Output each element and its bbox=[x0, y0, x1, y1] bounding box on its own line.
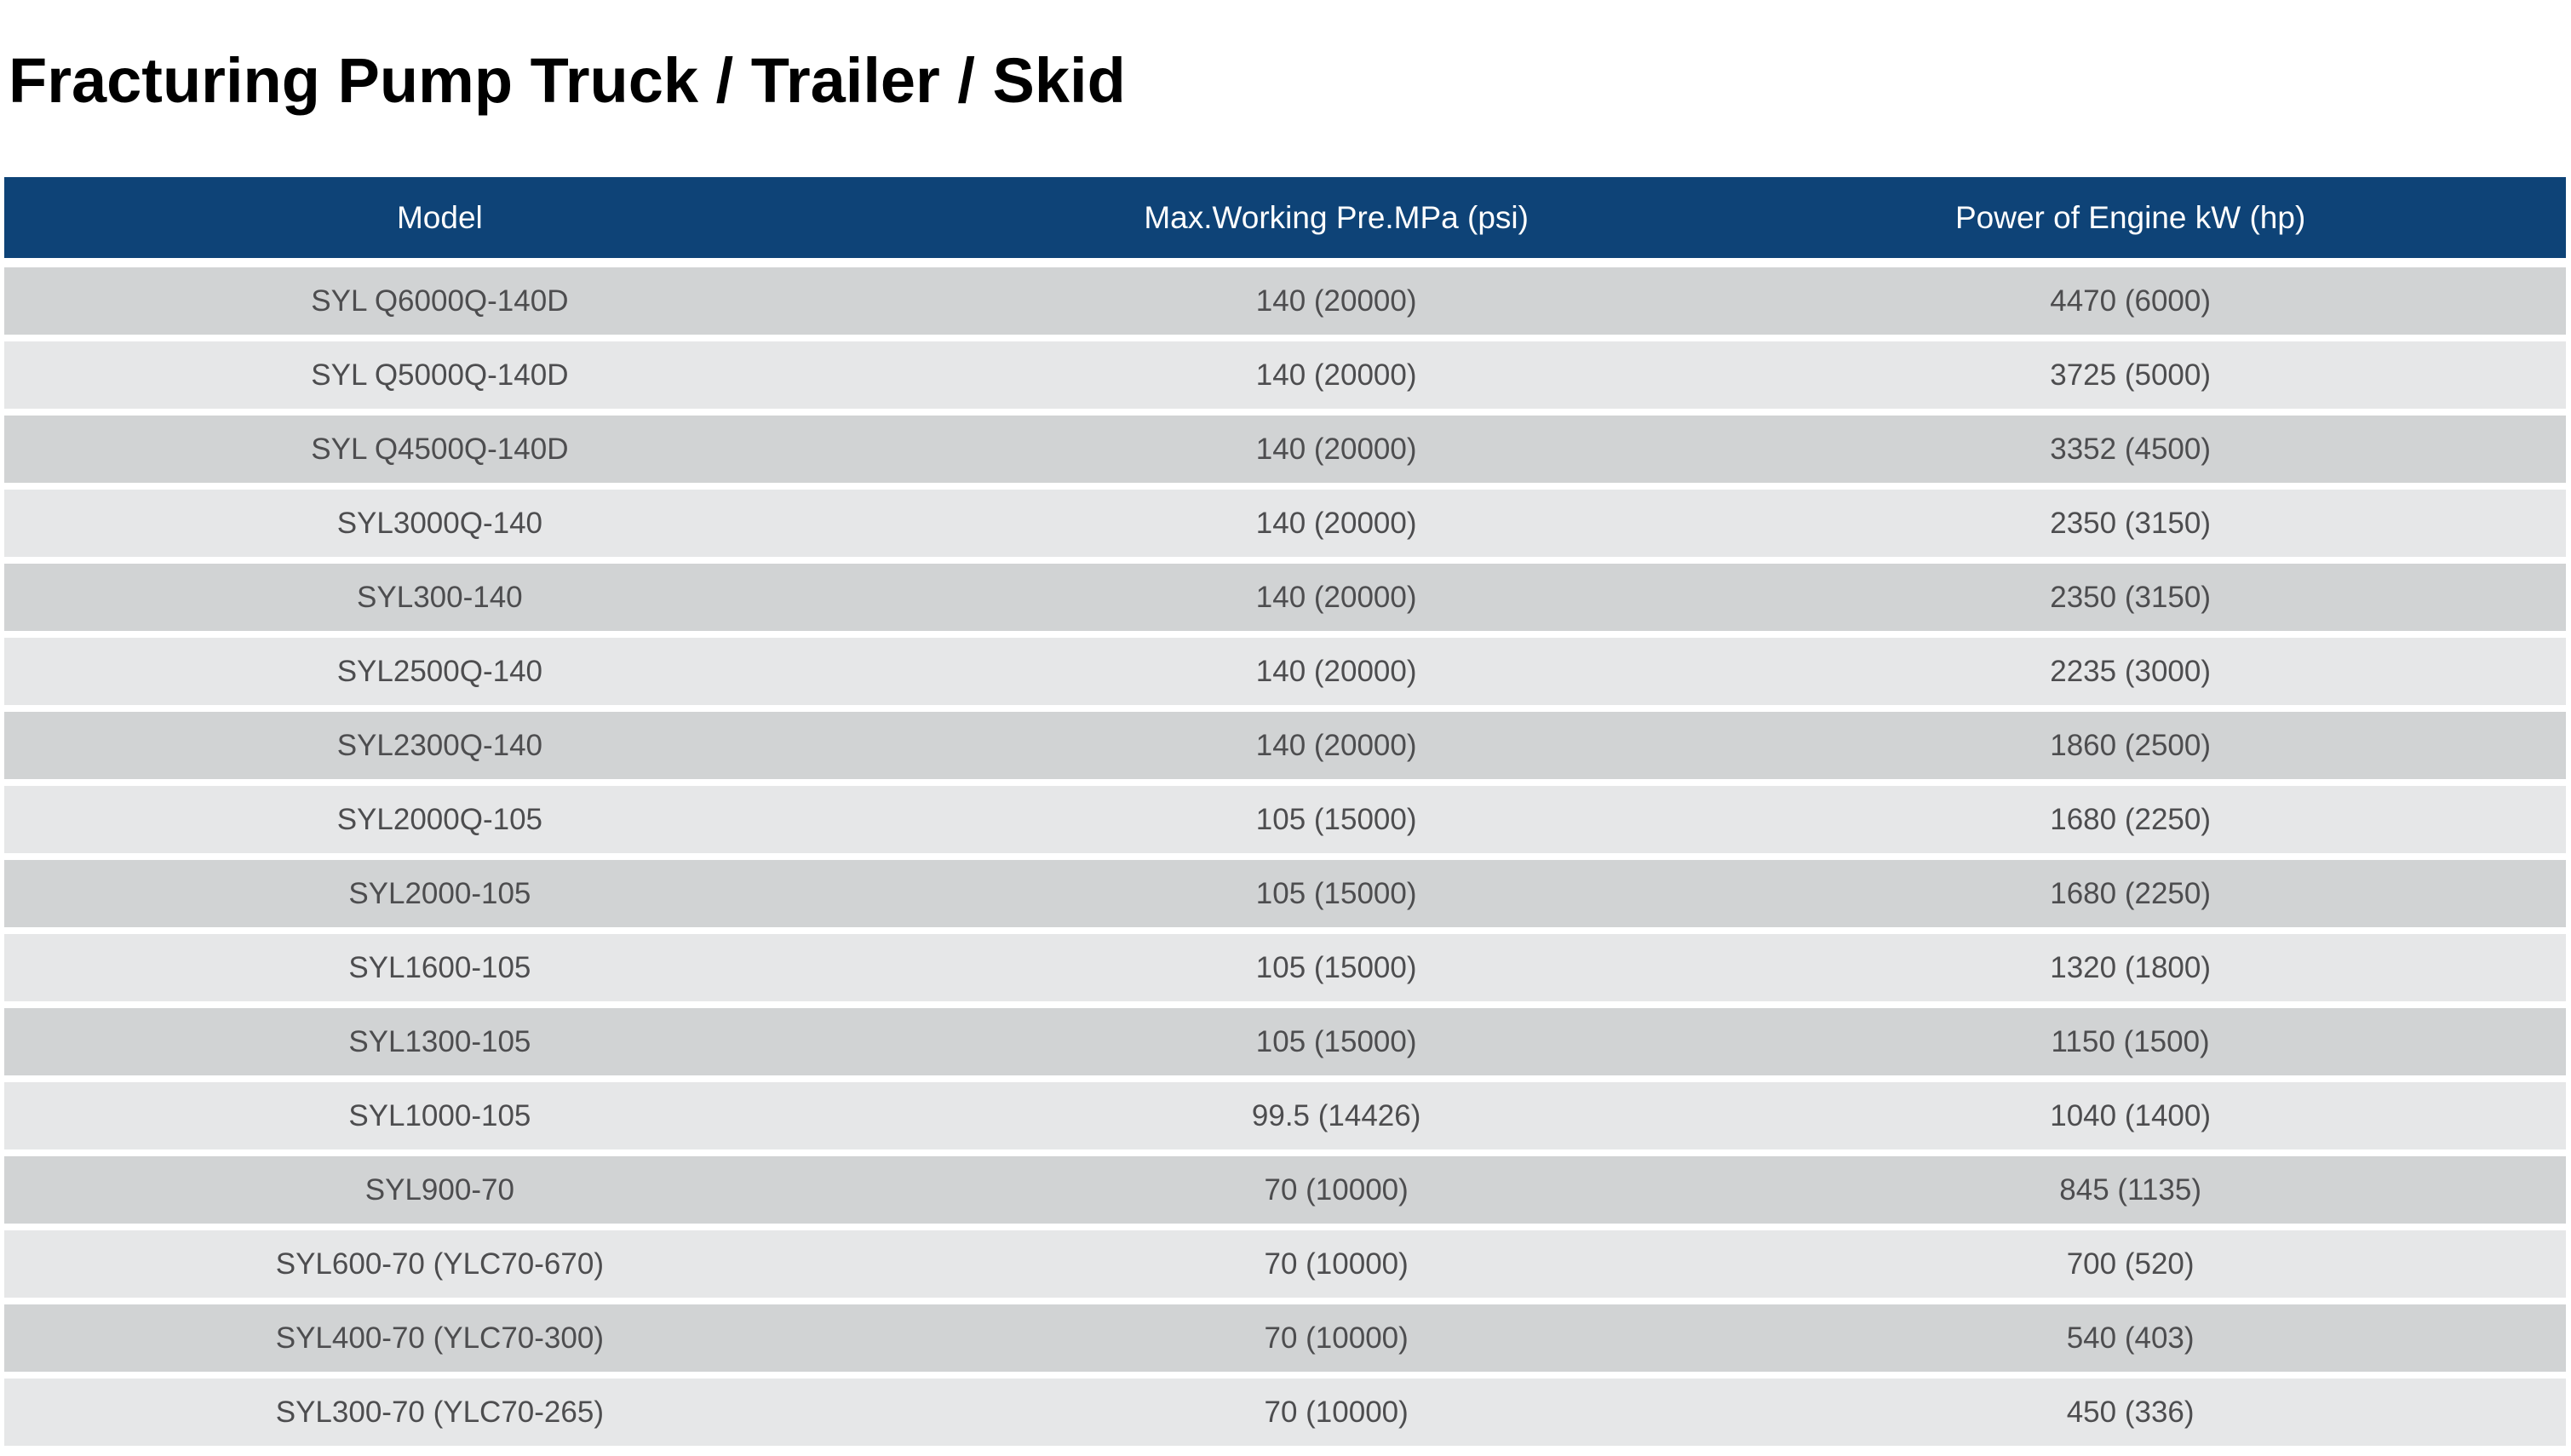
cell-model: SYL300-140 bbox=[357, 580, 523, 614]
cell-power: 540 (403) bbox=[2066, 1321, 2195, 1355]
cell-power: 4470 (6000) bbox=[2050, 284, 2212, 318]
cell-model: SYL3000Q-140 bbox=[336, 506, 542, 540]
table-row bbox=[4, 1304, 2566, 1372]
cell-model: SYL2300Q-140 bbox=[336, 728, 542, 762]
cell-model: SYL400-70 (YLC70-300) bbox=[275, 1321, 604, 1355]
cell-pressure: 105 (15000) bbox=[1255, 950, 1417, 984]
cell-model: SYL Q6000Q-140D bbox=[311, 284, 569, 318]
cell-pressure: 99.5 (14426) bbox=[1251, 1098, 1421, 1132]
cell-model: SYL2000-105 bbox=[348, 876, 531, 910]
page-title: Fracturing Pump Truck / Trailer / Skid bbox=[9, 44, 1126, 116]
table-row bbox=[4, 1156, 2566, 1224]
table-row bbox=[4, 860, 2566, 927]
cell-power: 2350 (3150) bbox=[2050, 580, 2212, 614]
cell-model: SYL900-70 bbox=[364, 1172, 514, 1207]
cell-pressure: 140 (20000) bbox=[1255, 654, 1417, 688]
table-row bbox=[4, 786, 2566, 853]
table-row bbox=[4, 564, 2566, 631]
cell-pressure: 105 (15000) bbox=[1255, 876, 1417, 910]
cell-power: 3352 (4500) bbox=[2050, 432, 2212, 466]
cell-model: SYL2500Q-140 bbox=[336, 654, 542, 688]
cell-power: 1860 (2500) bbox=[2050, 728, 2212, 762]
cell-model: SYL600-70 (YLC70-670) bbox=[275, 1247, 604, 1281]
cell-pressure: 70 (10000) bbox=[1264, 1321, 1409, 1355]
cell-power: 2235 (3000) bbox=[2050, 654, 2212, 688]
cell-model: SYL2000Q-105 bbox=[336, 802, 542, 836]
table-row bbox=[4, 1379, 2566, 1446]
cell-power: 1040 (1400) bbox=[2050, 1098, 2212, 1132]
table-row bbox=[4, 1008, 2566, 1075]
cell-pressure: 140 (20000) bbox=[1255, 284, 1417, 318]
table-row bbox=[4, 712, 2566, 779]
table-body bbox=[4, 267, 2566, 1446]
cell-model: SYL1000-105 bbox=[348, 1098, 531, 1132]
table-row bbox=[4, 341, 2566, 409]
cell-pressure: 105 (15000) bbox=[1255, 802, 1417, 836]
table-row bbox=[4, 267, 2566, 335]
table-row bbox=[4, 490, 2566, 557]
cell-model: SYL300-70 (YLC70-265) bbox=[275, 1395, 604, 1429]
cell-model: SYL1300-105 bbox=[348, 1024, 531, 1058]
cell-pressure: 70 (10000) bbox=[1264, 1172, 1409, 1207]
cell-power: 845 (1135) bbox=[2059, 1172, 2201, 1207]
cell-power: 1680 (2250) bbox=[2050, 876, 2212, 910]
table-header-row bbox=[4, 177, 2566, 258]
cell-pressure: 70 (10000) bbox=[1264, 1395, 1409, 1429]
cell-pressure: 140 (20000) bbox=[1255, 728, 1417, 762]
cell-pressure: 105 (15000) bbox=[1255, 1024, 1417, 1058]
cell-pressure: 140 (20000) bbox=[1255, 358, 1417, 392]
cell-model: SYL Q4500Q-140D bbox=[311, 432, 569, 466]
header-cell-model: Model bbox=[396, 199, 483, 235]
header-cell-pressure: Max.Working Pre.MPa (psi) bbox=[1144, 199, 1529, 235]
cell-power: 3725 (5000) bbox=[2050, 358, 2212, 392]
table-row bbox=[4, 416, 2566, 483]
cell-model: SYL1600-105 bbox=[348, 950, 531, 984]
header-cell-power: Power of Engine kW (hp) bbox=[1954, 199, 2306, 235]
cell-power: 1150 (1500) bbox=[2051, 1024, 2210, 1058]
cell-pressure: 140 (20000) bbox=[1255, 432, 1417, 466]
cell-model: SYL Q5000Q-140D bbox=[311, 358, 569, 392]
cell-power: 1680 (2250) bbox=[2050, 802, 2212, 836]
cell-pressure: 140 (20000) bbox=[1255, 506, 1417, 540]
cell-power: 1320 (1800) bbox=[2050, 950, 2212, 984]
cell-pressure: 70 (10000) bbox=[1264, 1247, 1409, 1281]
cell-pressure: 140 (20000) bbox=[1255, 580, 1417, 614]
table-row bbox=[4, 934, 2566, 1001]
table-row bbox=[4, 1082, 2566, 1149]
table-row bbox=[4, 1230, 2566, 1298]
cell-power: 2350 (3150) bbox=[2050, 506, 2212, 540]
spec-table bbox=[4, 177, 2566, 1446]
cell-power: 450 (336) bbox=[2066, 1395, 2195, 1429]
table-row bbox=[4, 638, 2566, 705]
cell-power: 700 (520) bbox=[2066, 1247, 2195, 1281]
